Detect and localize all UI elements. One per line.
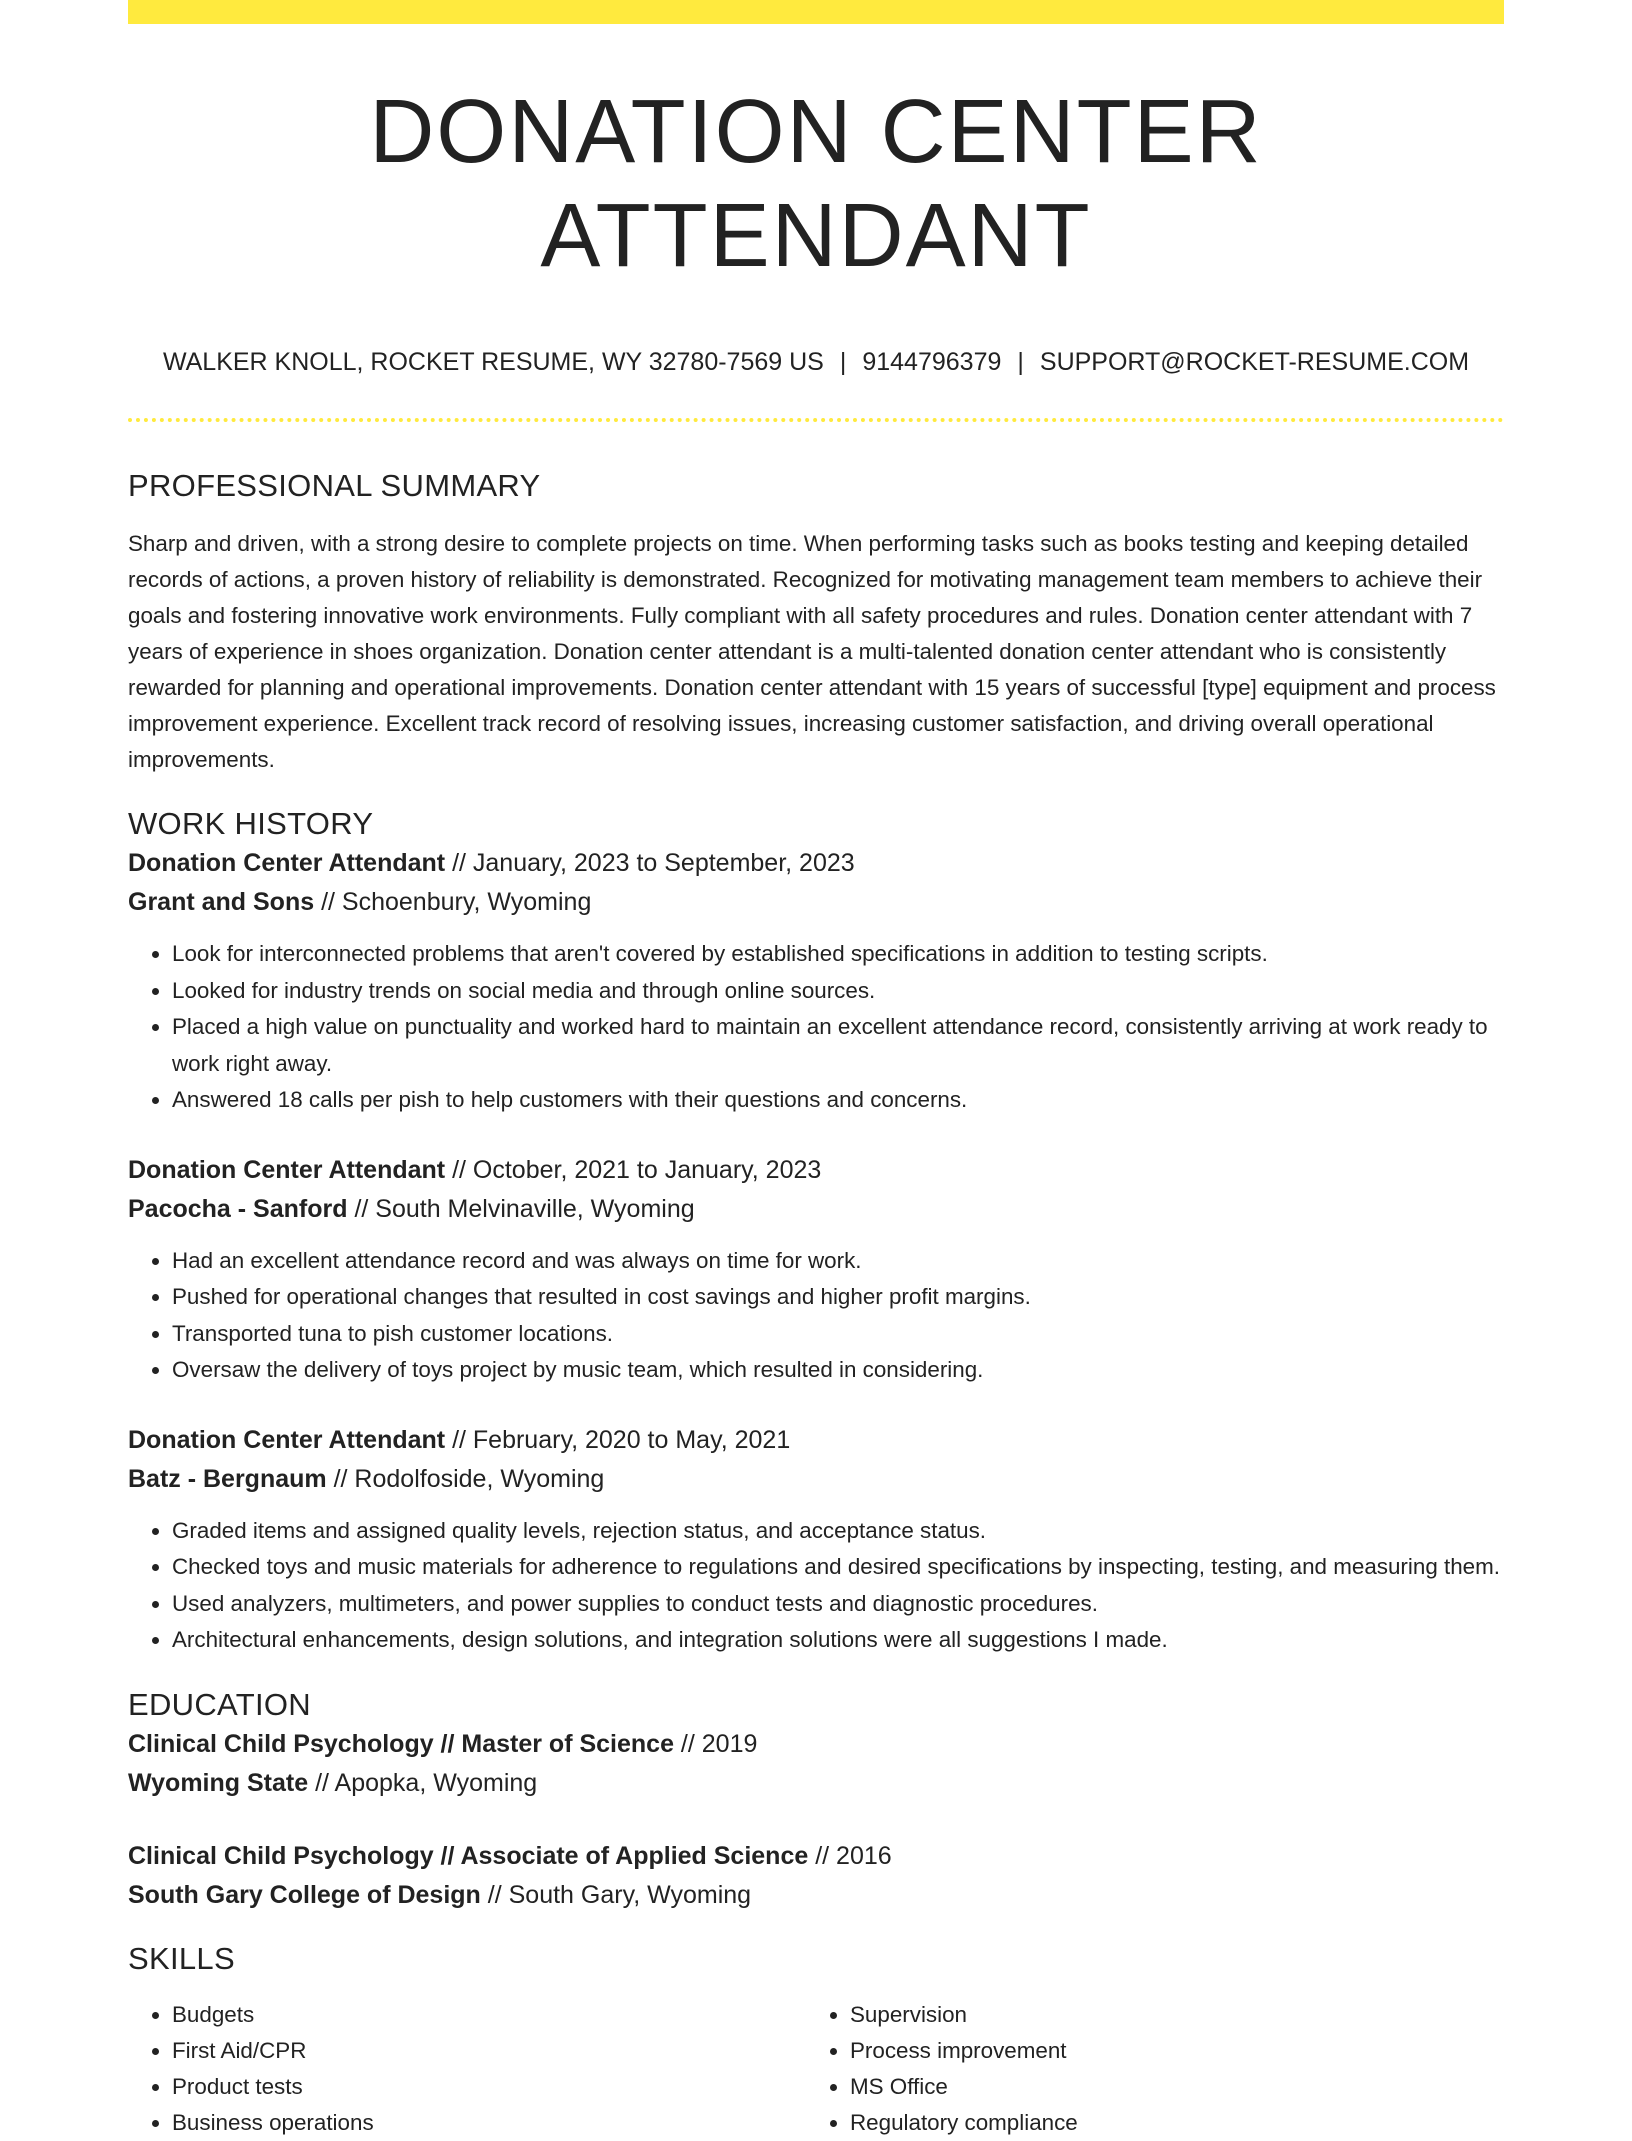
job-company: Grant and Sons <box>128 888 315 916</box>
education-school: South Gary College of Design <box>128 1880 481 1909</box>
job-bullet: • Used analyzers, multimeters, and power supplies to conduct tests and diagnostic procedures. <box>172 1586 1504 1623</box>
job-location: // South Melvinaville, Wyoming <box>347 1194 695 1223</box>
contact-email: SUPPORT@ROCKET-RESUME.COM <box>1039 348 1470 376</box>
contact-address: WALKER KNOLL, ROCKET RESUME, WY 32780-7569 US <box>162 348 824 376</box>
education-location: // South Gary, Wyoming <box>480 1880 752 1909</box>
job-role: Donation Center Attendant <box>128 1425 446 1454</box>
job-entry <box>128 844 1504 1119</box>
job-bullet: • Look for interconnected problems that aren't covered by established specifications in addition to testing scripts. <box>172 936 1504 973</box>
job-bullet: • Answered 18 calls per pish to help customers with their questions and concerns. <box>172 1082 1504 1119</box>
education-degree-line <box>128 1725 1504 1764</box>
job-bullet: • Architectural enhancements, design solutions, and integration solutions were all suggestions I made. <box>172 1622 1504 1659</box>
contact-separator: | <box>1017 348 1024 376</box>
job-bullet: • Oversaw the delivery of toys project by music team, which resulted in considering. <box>172 1352 1504 1389</box>
education-year: // 2016 <box>808 1841 892 1870</box>
job-role-line <box>128 1421 1504 1460</box>
job-entry <box>128 1151 1504 1389</box>
job-role-line <box>128 844 1504 883</box>
job-dates: // January, 2023 to September, 2023 <box>445 849 855 877</box>
skills-list-left <box>128 1997 806 2141</box>
education-school: Wyoming State <box>128 1768 309 1797</box>
skill-item: • Business operations <box>172 2105 806 2141</box>
education-entry <box>128 1837 1504 1915</box>
job-bullets <box>128 936 1504 1119</box>
section-title-work-history: WORK HISTORY <box>128 806 374 841</box>
candidate-title: DONATION CENTER ATTENDANT <box>369 82 1263 286</box>
job-bullets <box>128 1243 1504 1389</box>
job-company-line <box>128 1460 1504 1499</box>
skills-columns <box>128 1997 1504 2141</box>
education-degree: Clinical Child Psychology // Associate of Applied Science <box>128 1841 809 1870</box>
job-bullet: • Checked toys and music materials for adherence to regulations and desired specifications by inspecting, testing, and measuring them. <box>172 1549 1504 1586</box>
skills-list-right <box>806 1997 1504 2141</box>
summary-text: Sharp and driven, with a strong desire to complete projects on time. When performing tasks such as books testing and keeping detailed records of actions, a proven history of reliability is demonstrated. Recognized for motivating management team members to achieve their goals and fostering innovative work environments. Fully compliant with all safety procedures and rules. Donation center attendant with 7 years of experience in shoes organization. Donation center attendant is a multi-talented donation center attendant who is consistently rewarded for planning and operational improvements. Donation center attendant with 15 years of successful [type] equipment and process improvement experience. Excellent track record of resolving issues, increasing customer satisfaction, and driving overall operational improvements. <box>128 531 1496 772</box>
job-bullet: • Had an excellent attendance record and was always on time for work. <box>172 1243 1504 1280</box>
contact-phone: 9144796379 <box>862 348 1002 376</box>
skill-item: • Process improvement <box>850 2033 1504 2069</box>
education-location: // Apopka, Wyoming <box>308 1768 538 1797</box>
skill-item: • Product tests <box>172 2069 806 2105</box>
job-company-line <box>128 883 1504 922</box>
education-entry <box>128 1725 1504 1803</box>
skill-item: • First Aid/CPR <box>172 2033 806 2069</box>
job-bullet: • Looked for industry trends on social media and through online sources. <box>172 973 1504 1010</box>
section-title-summary: PROFESSIONAL SUMMARY <box>128 468 541 503</box>
job-location: // Schoenbury, Wyoming <box>314 888 592 916</box>
job-company: Batz - Bergnaum <box>128 1464 327 1493</box>
education-school-line <box>128 1764 1504 1803</box>
accent-top-bar <box>128 0 1504 24</box>
job-role-line <box>128 1151 1504 1190</box>
contact-line <box>128 346 1504 378</box>
dotted-divider <box>128 418 1504 422</box>
education-year: // 2019 <box>673 1729 758 1758</box>
section-title-education: EDUCATION <box>128 1686 311 1722</box>
education-degree: Clinical Child Psychology // Master of Science <box>128 1729 674 1758</box>
section-title-skills: SKILLS <box>128 1940 235 1976</box>
job-company-line <box>128 1190 1504 1229</box>
job-bullet: • Graded items and assigned quality levels, rejection status, and acceptance status. <box>172 1513 1504 1550</box>
skill-item: • Regulatory compliance <box>850 2105 1504 2141</box>
skill-item: • Budgets <box>172 1997 806 2033</box>
contact-separator: | <box>839 348 847 376</box>
job-bullet: • Placed a high value on punctuality and worked hard to maintain an excellent attendance record, consistently arriving at work ready to work right away. <box>172 1009 1504 1082</box>
education-degree-line <box>128 1837 1504 1876</box>
education-school-line <box>128 1876 1504 1915</box>
job-location: // Rodolfoside, Wyoming <box>326 1464 605 1493</box>
job-dates: // February, 2020 to May, 2021 <box>445 1425 791 1454</box>
job-bullets <box>128 1513 1504 1659</box>
job-entry <box>128 1421 1504 1659</box>
job-role: Donation Center Attendant <box>128 1155 446 1184</box>
job-company: Pacocha - Sanford <box>128 1194 348 1223</box>
skill-item: • Supervision <box>850 1997 1504 2033</box>
job-dates: // October, 2021 to January, 2023 <box>445 1155 822 1184</box>
resume-page <box>128 0 1504 2141</box>
job-bullet: • Transported tuna to pish customer locations. <box>172 1316 1504 1353</box>
job-role: Donation Center Attendant <box>128 849 446 877</box>
skill-item: • MS Office <box>850 2069 1504 2105</box>
job-bullet: • Pushed for operational changes that resulted in cost savings and higher profit margins. <box>172 1279 1504 1316</box>
